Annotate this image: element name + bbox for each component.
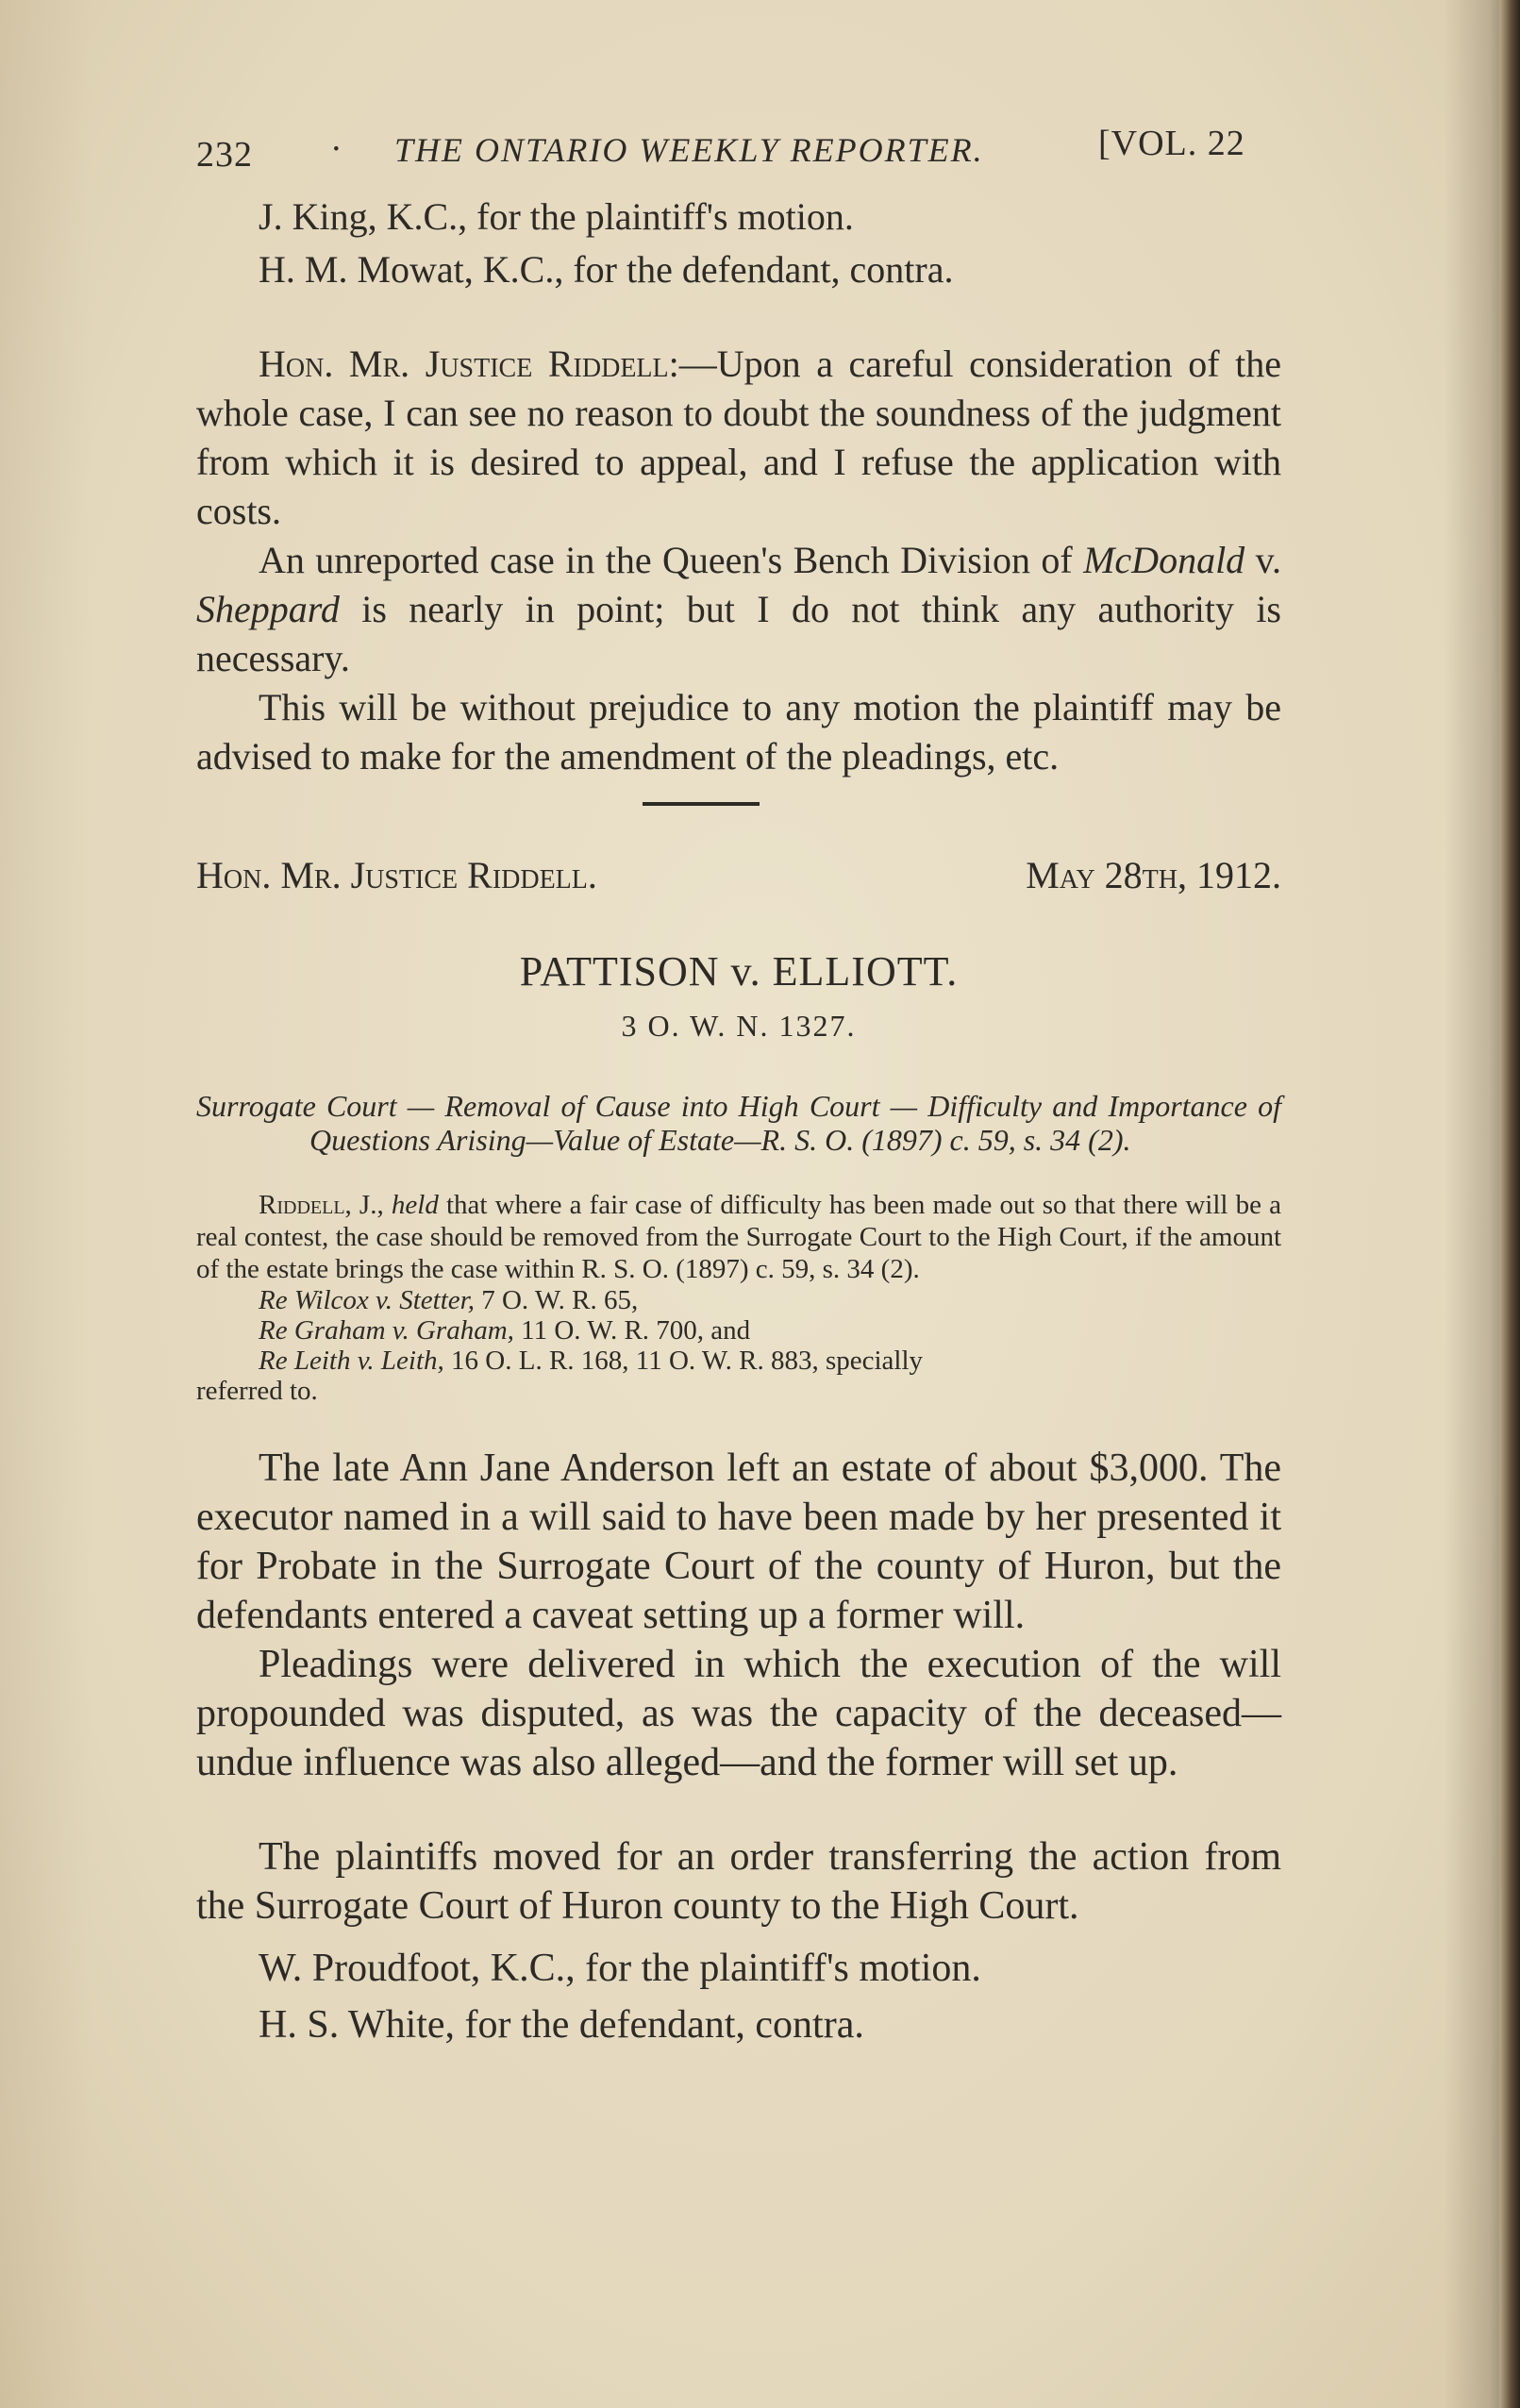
versus: v. [1244,539,1281,581]
decision-date: May 28th, 1912. [1026,854,1281,896]
reference-name: Re Graham v. Graham, [259,1315,514,1346]
counsel-line: W. Proudfoot, K.C., for the plaintiff's motion. [259,1947,981,1990]
journal-title: THE ONTARIO WEEKLY REPORTER. [394,131,984,169]
body-paragraph: The plaintiffs moved for an order transferring the action from the Surrogate Court of Huron county to the High Court. [196,1835,1281,1928]
reference-item [196,1285,1281,1315]
presiding-judge: Hon. Mr. Justice Riddell. [196,854,597,896]
separator-dot: · [330,129,343,169]
judgment-text: is nearly in point; but I do not think any authority is necessary. [196,588,1281,679]
counsel-line: H. M. Mowat, K.C., for the defendant, contra. [259,248,954,291]
judgment-text: An unreported case in the Queen's Bench Division of [259,539,1084,581]
reference-name: Re Wilcox v. Stetter, [259,1285,475,1315]
case-name: McDonald [1083,539,1245,581]
first-case-counsel [196,191,1281,296]
headnote: Surrogate Court — Removal of Cause into High Court — Difficulty and Importance of Questions Arising—Value of Estate—R. S. O. (1897) c. 59, s. 34 (2). [196,1089,1281,1157]
book-spine-shadow [1499,0,1520,2408]
reference-tail: referred to. [196,1376,318,1406]
case-body [196,1444,1281,1931]
case-header-line [196,853,1281,910]
running-head [196,111,1281,177]
reference-list [196,1285,1281,1406]
abstract-judge: Riddell, J., [259,1190,384,1220]
reference-cite: 7 O. W. R. 65, [474,1285,639,1315]
section-divider [643,802,760,806]
case-title: PATTISON v. ELLIOTT. [519,948,959,995]
judgment-paragraph [196,536,1281,683]
second-case-counsel [196,1940,1281,2053]
reference-cite: 11 O. W. R. 700, and [513,1315,751,1346]
counsel-line: J. King, K.C., for the plaintiff's motion. [259,195,854,238]
page-content [196,111,1281,2053]
counsel-line: H. S. White, for the defendant, contra. [259,2003,864,2047]
reference-name: Re Leith v. Leith, [259,1346,444,1376]
judgment-text: :—Upon a careful consideration of the whole case, I can see no reason to doubt the soundness of the judgment from which it is desired to appeal, and I refuse the application with costs. [196,343,1281,532]
judgment-paragraph [196,340,1281,536]
case-abstract [196,1189,1281,1285]
judgment-paragraph: This will be without prejudice to any motion the plaintiff may be advised to make for the amendment of the pleadings, etc. [196,686,1281,778]
body-paragraph: Pleadings were delivered in which the execution of the will propounded was disputed, as was the capacity of the deceased—undue influence was also alleged—and the former will set up. [196,1643,1281,1784]
abstract-held: held [391,1190,439,1220]
body-paragraph: The late Ann Jane Anderson left an estate of about $3,000. The executor named in a will said to have been made by her presented it for Probate in the Surrogate Court of the county of Huron, but the defendants entered a caveat setting up a former will. [196,1446,1281,1637]
judge-name: Hon. Mr. Justice Riddell [259,343,669,385]
reference-item [196,1315,1281,1346]
abstract-text: that where a fair case of difficulty has been made out so that there will be a real contest, the case should be removed from the Surrogate Court to the High Court, if the amount of the estate brings the case within R. S. O. (1897) c. 59, s. 34 (2). [196,1190,1282,1284]
reference-cite: 16 O. L. R. 168, 11 O. W. R. 883, specially [443,1346,924,1376]
case-name: Sheppard [196,588,340,630]
page-number: 232 [196,135,253,175]
volume-label: [VOL. 22 [1098,124,1245,163]
reference-item [196,1346,1281,1376]
case-citation: 3 O. W. N. 1327. [621,1009,857,1043]
first-case-judgment [196,340,1281,781]
